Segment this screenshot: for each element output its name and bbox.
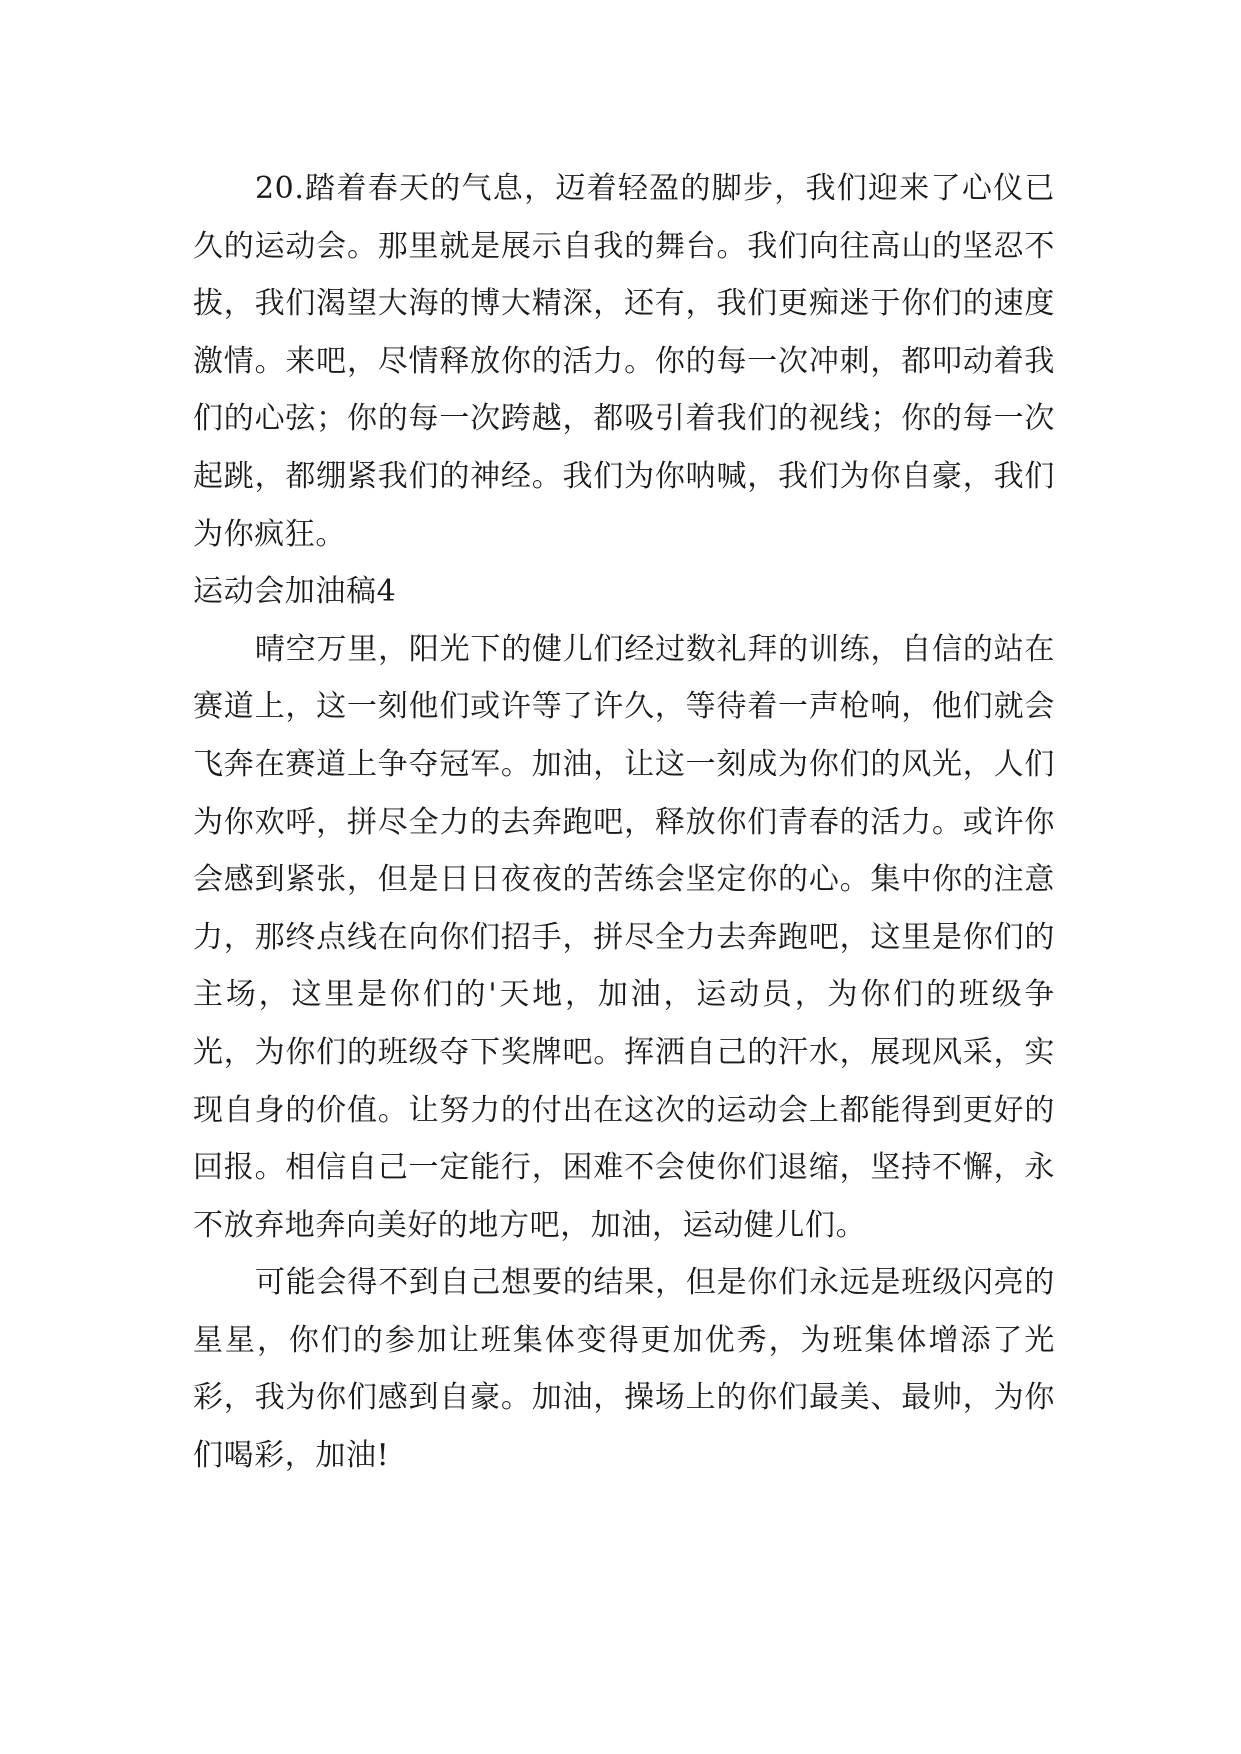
- paragraph-section-2: 可能会得不到自己想要的结果，但是你们永远是班级闪亮的星星，你们的参加让班集体变得更加优秀，为班集体增添了光彩，我为你们感到自豪。加油，操场上的你们最美、最帅，为你们喝彩，加油!: [193, 1265, 1055, 1474]
- section-heading: 运动会加油稿4: [193, 574, 397, 610]
- paragraph-20: 20.踏着春天的气息，迈着轻盈的脚步，我们迎来了心仪已久的运动会。那里就是展示自我的舞台。我们向往高山的坚忍不拔，我们渴望大海的博大精深，还有，我们更痴迷于你们的速度激情。来吧，尽情释放你的活力。你的每一次冲刺，都叩动着我们的心弦；你的每一次跨越，都吸引着我们的视线；你的每一次起跳，都绷紧我们的神经。我们为你呐喊，我们为你自豪，我们为你疯狂。: [193, 171, 1055, 552]
- paragraph-section-1: 晴空万里，阳光下的健儿们经过数礼拜的训练，自信的站在赛道上，这一刻他们或许等了许久，等待着一声枪响，他们就会飞奔在赛道上争夺冠军。加油，让这一刻成为你们的风光，人们为你欢呼，拼尽全力的去奔跑吧，释放你们青春的活力。或许你会感到紧张，但是日日夜夜的苦练会坚定你的心。集中你的注意力，那终点线在向你们招手，拼尽全力去奔跑吧，这里是你们的主场，这里是你们的'天地，加油，运动员，为你们的班级争光，为你们的班级夺下奖牌吧。挥洒自己的汗水，展现风采，实现自身的价值。让努力的付出在这次的运动会上都能得到更好的回报。相信自己一定能行，困难不会使你们退缩，坚持不懈，永不放弃地奔向美好的地方吧，加油，运动健儿们。: [193, 631, 1055, 1243]
- document-page: [193, 160, 1055, 1485]
